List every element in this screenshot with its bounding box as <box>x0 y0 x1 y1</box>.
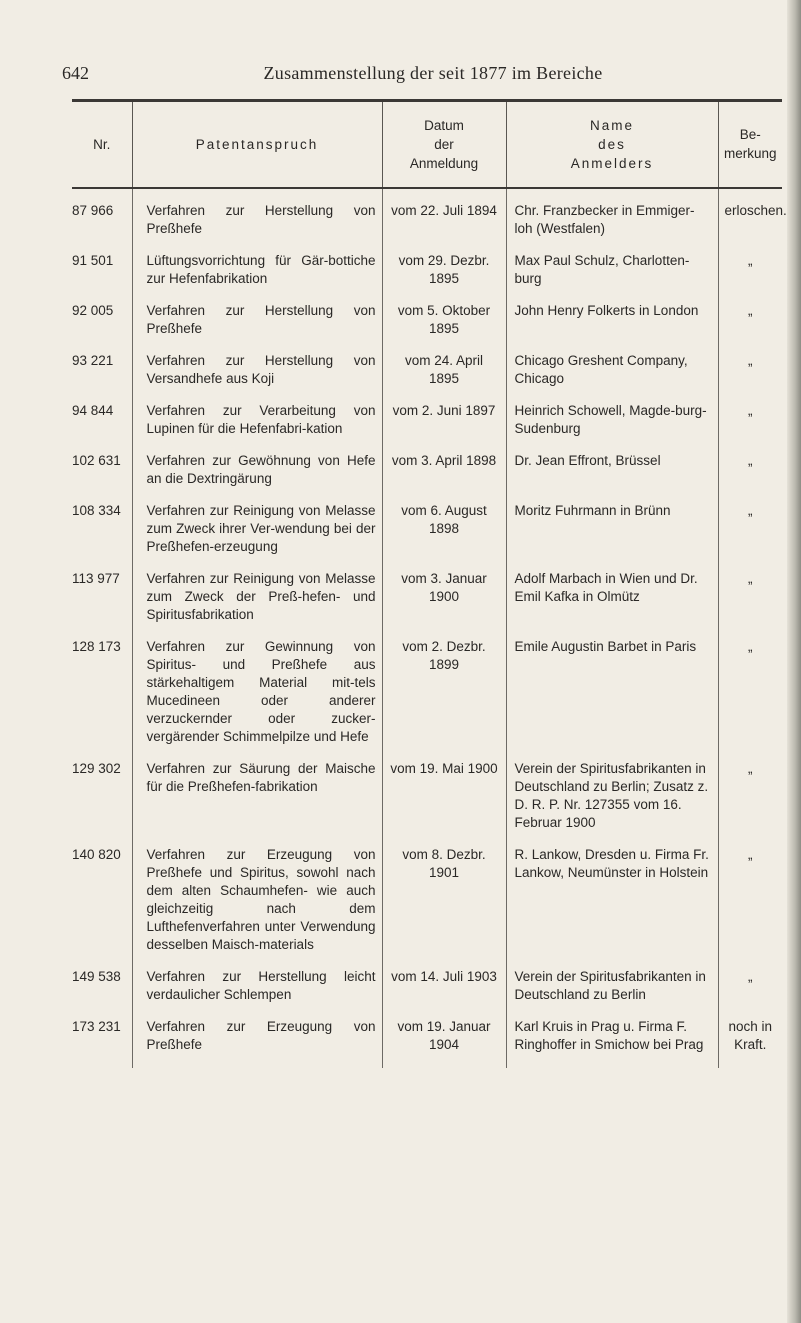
cell-applicant-name: Max Paul Schulz, Charlotten-burg <box>506 252 718 302</box>
patent-table-wrapper <box>72 99 787 1269</box>
column-header-date: Datum der Anmeldung <box>382 101 506 188</box>
table-row <box>72 570 782 638</box>
cell-applicant-name: R. Lankow, Dresden u. Firma Fr. Lankow, Neumünster in Holstein <box>506 846 718 968</box>
cell-remark: erloschen. <box>718 188 782 252</box>
cell-filing-date: vom 19. Januar 1904 <box>382 1018 506 1068</box>
cell-remark: „ <box>718 402 782 452</box>
column-header-nr: Nr. <box>72 101 132 188</box>
column-header-claim: Patentanspruch <box>132 101 382 188</box>
cell-patent-claim: Verfahren zur Reinigung von Melasse zum Zweck ihrer Ver-wendung bei der Preßhefen-erzeugung <box>132 502 382 570</box>
cell-patent-claim: Verfahren zur Herstellung von Preßhefe <box>132 302 382 352</box>
cell-remark: „ <box>718 302 782 352</box>
table-row <box>72 252 782 302</box>
cell-remark: „ <box>718 352 782 402</box>
cell-remark: „ <box>718 638 782 760</box>
cell-patent-number: 108 334 <box>72 502 132 570</box>
cell-filing-date: vom 14. Juli 1903 <box>382 968 506 1018</box>
cell-patent-number: 92 005 <box>72 302 132 352</box>
cell-patent-number: 129 302 <box>72 760 132 846</box>
cell-patent-claim: Verfahren zur Herstellung von Preßhefe <box>132 188 382 252</box>
cell-patent-claim: Verfahren zur Herstellung leicht verdaulicher Schlempen <box>132 968 382 1018</box>
cell-applicant-name: Verein der Spiritusfabrikanten in Deutschland zu Berlin <box>506 968 718 1018</box>
page-number: 642 <box>62 63 89 83</box>
table-row <box>72 502 782 570</box>
column-header-remark: Be- merkung <box>718 101 782 188</box>
table-row <box>72 846 782 968</box>
cell-patent-number: 93 221 <box>72 352 132 402</box>
cell-remark: „ <box>718 252 782 302</box>
cell-patent-number: 128 173 <box>72 638 132 760</box>
cell-applicant-name: Chr. Franzbecker in Emmiger-loh (Westfalen) <box>506 188 718 252</box>
running-title: Zusammenstellung der seit 1877 im Bereiche <box>263 63 603 83</box>
cell-patent-number: 149 538 <box>72 968 132 1018</box>
cell-applicant-name: Dr. Jean Effront, Brüssel <box>506 452 718 502</box>
column-header-name: Name des Anmelders <box>506 101 718 188</box>
cell-filing-date: vom 6. August 1898 <box>382 502 506 570</box>
table-row <box>72 188 782 252</box>
cell-applicant-name: Karl Kruis in Prag u. Firma F. Ringhoffer in Smichow bei Prag <box>506 1018 718 1068</box>
cell-filing-date: vom 3. Januar 1900 <box>382 570 506 638</box>
table-row <box>72 760 782 846</box>
cell-applicant-name: Verein der Spiritusfabrikanten in Deutschland zu Berlin; Zusatz z. D. R. P. Nr. 127355 vom 16. Februar 1900 <box>506 760 718 846</box>
cell-patent-number: 140 820 <box>72 846 132 968</box>
cell-patent-number: 91 501 <box>72 252 132 302</box>
table-row <box>72 452 782 502</box>
table-header-row <box>72 101 782 188</box>
table-row <box>72 968 782 1018</box>
cell-remark: noch in Kraft. <box>718 1018 782 1068</box>
cell-patent-claim: Verfahren zur Säurung der Maische für die Preßhefen-fabrikation <box>132 760 382 846</box>
cell-patent-claim: Verfahren zur Verarbeitung von Lupinen für die Hefenfabri-kation <box>132 402 382 452</box>
cell-applicant-name: Adolf Marbach in Wien und Dr. Emil Kafka in Olmütz <box>506 570 718 638</box>
page-header <box>62 63 782 93</box>
cell-applicant-name: Heinrich Schowell, Magde-burg-Sudenburg <box>506 402 718 452</box>
cell-filing-date: vom 5. Oktober 1895 <box>382 302 506 352</box>
cell-patent-claim: Verfahren zur Gewinnung von Spiritus- und Preßhefe aus stärkehaltigem Material mit-tels Mucedineen oder anderer verzuckernder oder zucker-vergärender Schimmelpilze und Hefe <box>132 638 382 760</box>
cell-applicant-name: Emile Augustin Barbet in Paris <box>506 638 718 760</box>
cell-patent-claim: Verfahren zur Gewöhnung von Hefe an die Dextringärung <box>132 452 382 502</box>
cell-remark: „ <box>718 452 782 502</box>
cell-patent-number: 87 966 <box>72 188 132 252</box>
cell-remark: „ <box>718 760 782 846</box>
cell-applicant-name: Chicago Greshent Company, Chicago <box>506 352 718 402</box>
table-body <box>72 188 787 1068</box>
cell-patent-claim: Verfahren zur Erzeugung von Preßhefe <box>132 1018 382 1068</box>
table-row <box>72 638 782 760</box>
cell-filing-date: vom 24. April 1895 <box>382 352 506 402</box>
cell-patent-claim: Verfahren zur Reinigung von Melasse zum Zweck der Preß-hefen- und Spiritusfabrikation <box>132 570 382 638</box>
cell-filing-date: vom 19. Mai 1900 <box>382 760 506 846</box>
cell-patent-number: 102 631 <box>72 452 132 502</box>
cell-filing-date: vom 3. April 1898 <box>382 452 506 502</box>
cell-patent-number: 173 231 <box>72 1018 132 1068</box>
cell-patent-claim: Verfahren zur Erzeugung von Preßhefe und Spiritus, sowohl nach dem alten Schaumhefen- wie auch gleichzeitig nach dem Lufthefenverfahren unter Verwendung desselben Maisch-materials <box>132 846 382 968</box>
cell-filing-date: vom 22. Juli 1894 <box>382 188 506 252</box>
table-row <box>72 402 782 452</box>
table-row <box>72 1018 782 1068</box>
cell-patent-claim: Verfahren zur Herstellung von Versandhefe aus Koji <box>132 352 382 402</box>
cell-applicant-name: Moritz Fuhrmann in Brünn <box>506 502 718 570</box>
page-edge-shadow <box>787 0 801 1323</box>
cell-patent-claim: Lüftungsvorrichtung für Gär-bottiche zur Hefenfabrikation <box>132 252 382 302</box>
cell-patent-number: 113 977 <box>72 570 132 638</box>
cell-filing-date: vom 29. Dezbr. 1895 <box>382 252 506 302</box>
cell-remark: „ <box>718 846 782 968</box>
cell-filing-date: vom 2. Dezbr. 1899 <box>382 638 506 760</box>
cell-filing-date: vom 8. Dezbr. 1901 <box>382 846 506 968</box>
cell-applicant-name: John Henry Folkerts in London <box>506 302 718 352</box>
table-row <box>72 302 782 352</box>
patent-table <box>72 99 787 1068</box>
table-row <box>72 352 782 402</box>
cell-filing-date: vom 2. Juni 1897 <box>382 402 506 452</box>
cell-remark: „ <box>718 570 782 638</box>
cell-patent-number: 94 844 <box>72 402 132 452</box>
cell-remark: „ <box>718 502 782 570</box>
cell-remark: „ <box>718 968 782 1018</box>
